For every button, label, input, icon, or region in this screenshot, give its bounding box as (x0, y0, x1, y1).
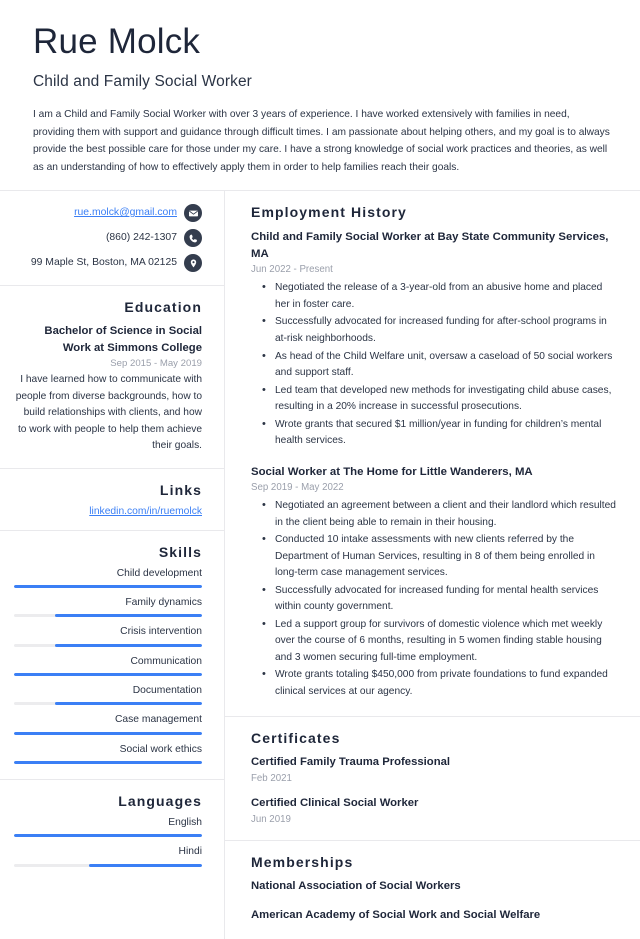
employment-heading: Employment History (251, 204, 407, 221)
employment-bullet: • Led a support group for survivors of domestic violence which met weekly over the course of 6 months, resulting in 5 women finding stable housing and 3 women securing full-time employment. (275, 617, 618, 667)
contact-list (14, 204, 202, 272)
sidebar (0, 191, 225, 938)
skill-bar-track (14, 644, 202, 647)
page-title: Rue Molck (33, 22, 201, 61)
certificates-heading: Certificates (251, 730, 341, 747)
certificate-entry (251, 755, 618, 784)
employment-bullet: • Negotiated the release of a 3-year-old from an abusive home and placed her in foster care. (275, 280, 618, 313)
employment-date: Jun 2022 - Present (251, 264, 333, 276)
skill-item (14, 626, 202, 646)
language-item (14, 817, 202, 837)
links-heading: Links (159, 481, 202, 498)
employment-bullet-list (251, 280, 618, 449)
contact-address: 99 Maple St, Boston, MA 02125 (30, 257, 177, 269)
employment-title: Child and Family Social Worker at Bay State Community Services, MA (251, 231, 609, 260)
memberships-heading: Memberships (251, 853, 354, 870)
skill-bar-fill (14, 732, 202, 735)
languages-list (14, 817, 202, 867)
employment-bullet-list (251, 498, 618, 700)
contact-section (0, 191, 224, 286)
education-heading: Education (124, 299, 202, 316)
contact-email[interactable]: rue.molck@gmail.com (74, 207, 177, 219)
contact-email-row[interactable] (14, 204, 202, 222)
envelope-icon (184, 204, 202, 222)
skill-item (14, 714, 202, 734)
language-item (14, 846, 202, 866)
employment-bullet: • As head of the Child Welfare unit, oversaw a caseload of 50 social workers and support staff. (275, 349, 618, 382)
skill-label: Communication (130, 655, 202, 667)
certificate-entry (251, 796, 618, 825)
employment-bullet: • Wrote grants totaling $450,000 from private foundations to fund expanded clinical services at our agency. (275, 667, 618, 700)
skills-section (0, 531, 224, 780)
links-section (0, 469, 224, 531)
job-title: Child and Family Social Worker (33, 73, 252, 91)
contact-phone-row[interactable] (14, 229, 202, 247)
employment-list (251, 229, 618, 700)
employment-bullet: • Negotiated an agreement between a client and their landlord which resulted in the client being able to remain in their housing. (275, 498, 618, 531)
skills-list (14, 568, 202, 764)
employment-entry (251, 464, 618, 701)
language-bar-track (14, 864, 202, 867)
skill-bar-fill (55, 614, 202, 617)
resume-header (0, 0, 640, 190)
employment-bullet: • Led team that developed new methods for investigating child abuse cases, resulting in a 20% increase in successful prosecutions. (275, 383, 618, 416)
certificate-title: Certified Family Trauma Professional (251, 756, 451, 769)
skill-label: Case management (114, 714, 202, 726)
skill-bar-fill (14, 673, 202, 676)
employment-bullet: • Successfully advocated for increased funding for mental health services within county government. (275, 583, 618, 616)
memberships-list (251, 879, 618, 924)
skill-label: Crisis intervention (120, 626, 202, 638)
contact-address-row (14, 254, 202, 272)
skill-label: Social work ethics (119, 743, 202, 755)
membership-item: National Association of Social Workers (251, 879, 461, 892)
map-pin-icon (184, 254, 202, 272)
education-item (14, 323, 202, 454)
skill-label: Child development (116, 567, 202, 579)
skill-label: Family dynamics (125, 597, 202, 609)
contact-phone: (860) 242-1307 (105, 232, 177, 244)
skill-bar-track (14, 673, 202, 676)
certificates-section (225, 717, 640, 841)
employment-bullet: • Wrote grants that secured $1 million/year in funding for children’s mental health services. (275, 417, 618, 450)
skill-label: Documentation (132, 685, 202, 697)
certificate-date: Jun 2019 (251, 813, 291, 825)
languages-section (0, 780, 224, 882)
skill-bar-track (14, 732, 202, 735)
language-label: Hindi (178, 846, 202, 858)
certificate-date: Feb 2021 (251, 773, 292, 785)
employment-section (225, 191, 640, 717)
skill-bar-track (14, 761, 202, 764)
education-title: Bachelor of Science in Social Work at Simmons College (44, 325, 202, 354)
skill-bar-fill (55, 702, 202, 705)
skill-bar-fill (14, 585, 202, 588)
phone-icon (184, 229, 202, 247)
employment-bullet: • Conducted 10 intake assessments with new clients referred by the Department of Human Services, resulting in 8 of them being enrolled in long-term case management services. (275, 532, 618, 582)
certificate-title: Certified Clinical Social Worker (251, 797, 419, 810)
skill-bar-track (14, 702, 202, 705)
memberships-section (225, 841, 640, 939)
employment-date: Sep 2019 - May 2022 (251, 482, 344, 494)
education-date: Sep 2015 - May 2019 (110, 358, 202, 370)
resume-body (0, 191, 640, 938)
skill-item (14, 597, 202, 617)
language-bar-fill (89, 864, 202, 867)
employment-entry (251, 229, 618, 449)
education-section (0, 286, 224, 468)
skill-bar-track (14, 585, 202, 588)
skill-item (14, 685, 202, 705)
skill-bar-fill (55, 644, 202, 647)
skill-bar-fill (14, 761, 202, 764)
link-linkedin[interactable]: linkedin.com/in/ruemolck (89, 505, 202, 517)
certificates-list (251, 755, 618, 825)
membership-item: American Academy of Social Work and Social Welfare (251, 908, 541, 921)
employment-title: Social Worker at The Home for Little Wanderers, MA (251, 465, 533, 478)
employment-bullet: • Successfully advocated for increased funding for after-school programs in at-risk neighborhoods. (275, 314, 618, 347)
languages-heading: Languages (118, 793, 202, 810)
skill-item (14, 744, 202, 764)
language-bar-fill (14, 834, 202, 837)
language-label: English (168, 817, 202, 829)
language-bar-track (14, 834, 202, 837)
education-description: I have learned how to communicate with people from diverse backgrounds, how to build relationships with clients, and how to work with people to help them achieve their goals. (15, 374, 202, 452)
skill-item (14, 568, 202, 588)
main-content (225, 191, 640, 938)
skill-item (14, 656, 202, 676)
skills-heading: Skills (158, 543, 202, 560)
skill-bar-track (14, 614, 202, 617)
profile-summary: I am a Child and Family Social Worker with over 3 years of experience. I have worked extensively with families in need, providing them with support and guidance through difficult times. I am passionate about helping others, and my goal is to always provide the best possible care for those under my care. I have a strong knowledge of social work practices and theories, as well as an understanding of how to effectively apply them in order to help families reach their goals. (33, 109, 610, 173)
